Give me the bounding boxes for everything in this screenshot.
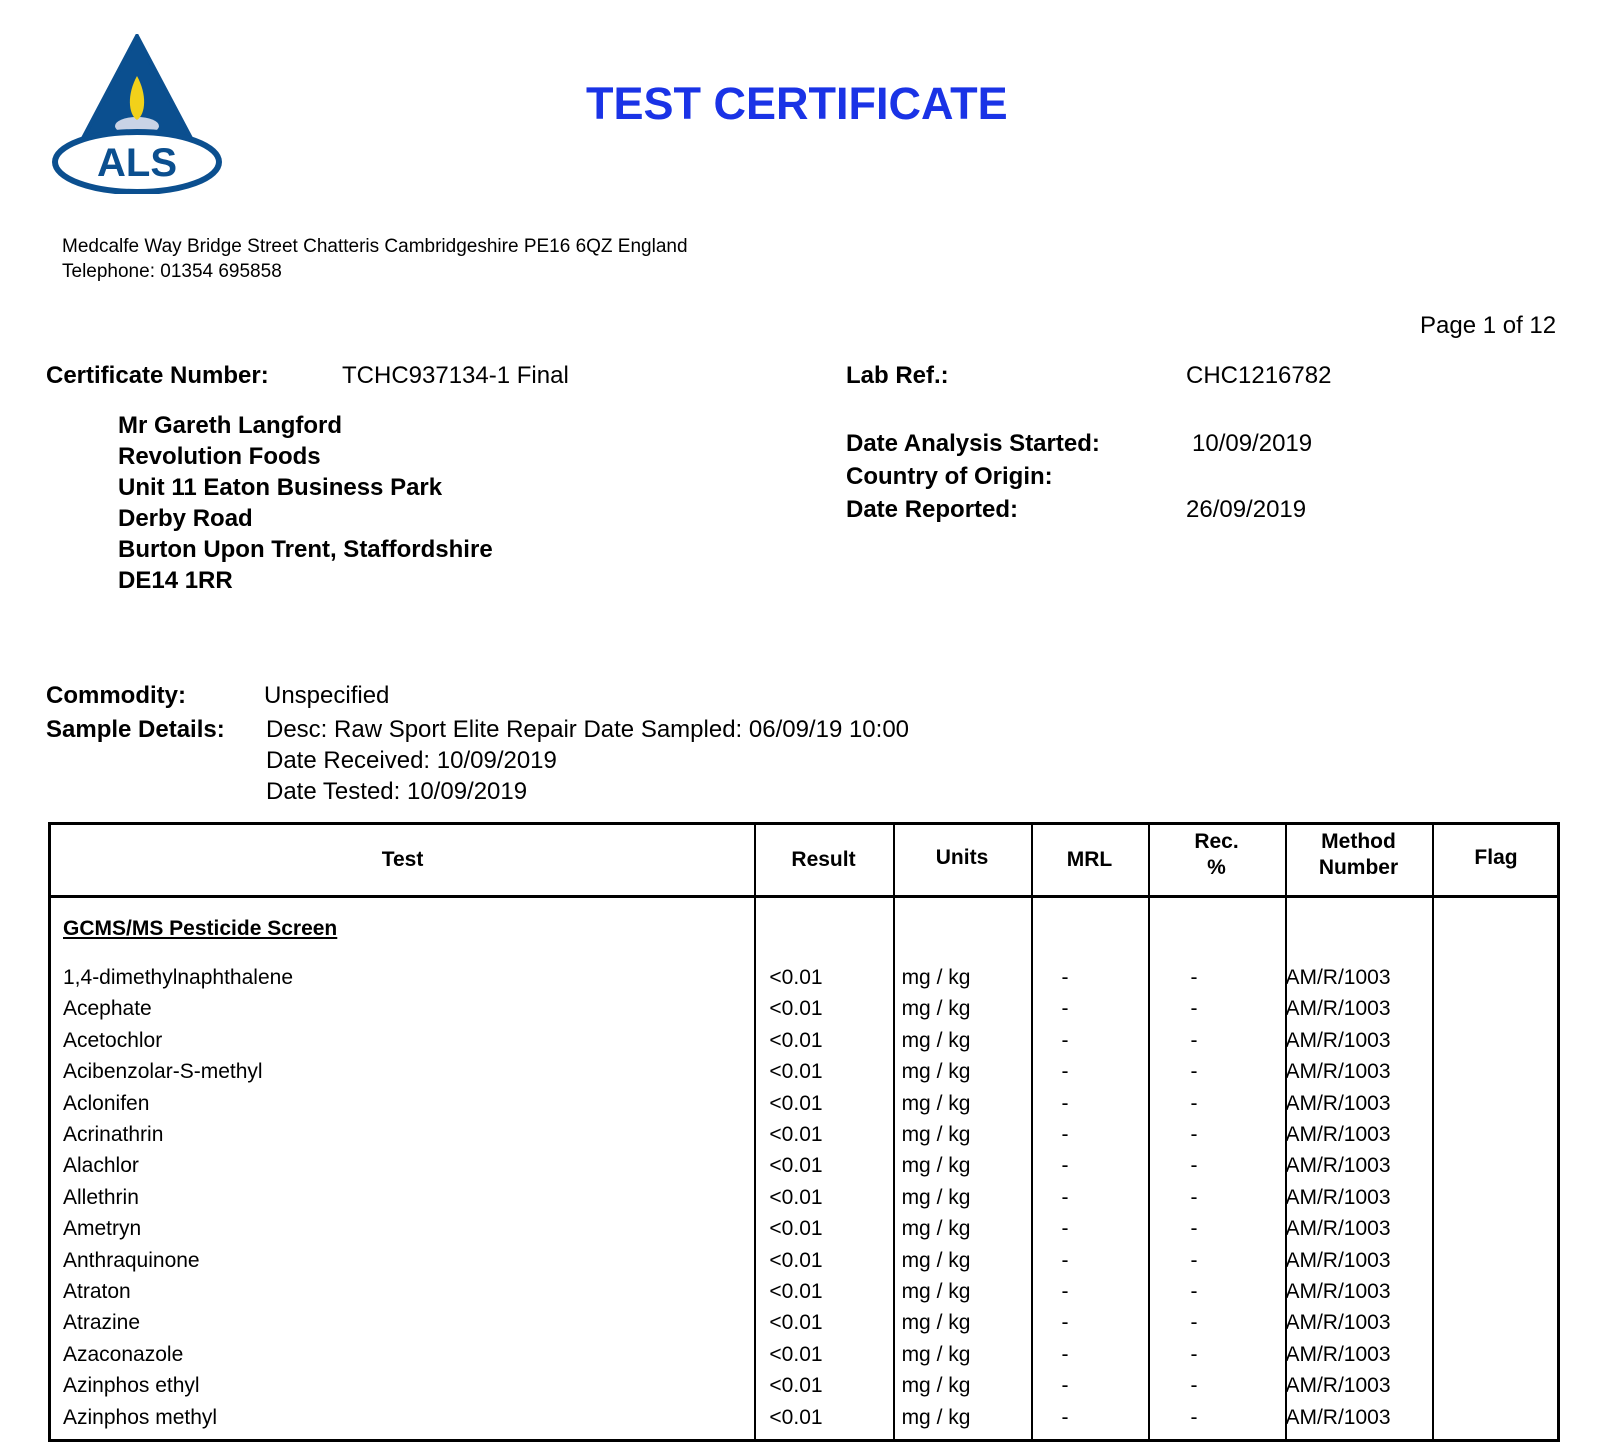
cell-units: mg / kg	[901, 1091, 971, 1115]
header-flag: Flag	[1474, 846, 1518, 869]
cell-method: AM/R/1003	[1285, 966, 1391, 989]
header-divider	[51, 895, 1557, 898]
cell-rec: -	[1190, 1091, 1198, 1115]
cell-result: <0.01	[769, 1248, 823, 1272]
cell-test: Acephate	[63, 997, 152, 1021]
cell-mrl: -	[1061, 966, 1069, 989]
cell-rec: -	[1190, 1028, 1198, 1052]
cell-result: <0.01	[769, 1154, 823, 1178]
cell-method: AM/R/1003	[1285, 1374, 1391, 1398]
cell-mrl: -	[1061, 1374, 1069, 1398]
cell-units: mg / kg	[901, 1405, 971, 1429]
header-units: Units	[935, 846, 989, 869]
cell-rec: -	[1190, 997, 1198, 1021]
table-row	[51, 1374, 1557, 1405]
sample-details-label: Sample Details:	[46, 716, 225, 743]
table-row	[51, 1217, 1557, 1248]
cell-rec: -	[1190, 1123, 1198, 1146]
country-of-origin-label: Country of Origin:	[846, 463, 1053, 490]
cell-mrl: -	[1061, 1217, 1069, 1241]
cell-units: mg / kg	[901, 1217, 971, 1241]
cell-mrl: -	[1061, 1028, 1069, 1052]
cell-result: <0.01	[769, 1028, 823, 1052]
cell-units: mg / kg	[901, 1280, 971, 1303]
cell-units: mg / kg	[901, 1060, 971, 1084]
table-row	[51, 1029, 1557, 1060]
cell-units: mg / kg	[901, 1154, 971, 1178]
cell-mrl: -	[1061, 1248, 1069, 1272]
table-row	[51, 997, 1557, 1028]
cell-result: <0.01	[769, 1091, 823, 1115]
cell-mrl: -	[1061, 1154, 1069, 1178]
document-title: TEST CERTIFICATE	[586, 78, 1008, 129]
cell-test: Azaconazole	[63, 1342, 184, 1366]
svg-text:ALS: ALS	[97, 141, 177, 185]
customer-name: Mr Gareth Langford	[118, 412, 343, 439]
cell-units: mg / kg	[901, 1374, 971, 1398]
cell-rec: -	[1190, 1311, 1198, 1335]
cell-units: mg / kg	[901, 966, 971, 989]
cell-result: <0.01	[769, 1123, 823, 1146]
table-row	[51, 966, 1557, 997]
cell-rec: -	[1190, 1342, 1198, 1366]
cell-units: mg / kg	[901, 1028, 971, 1052]
cell-result: <0.01	[769, 1342, 823, 1366]
header-result: Result	[791, 848, 856, 871]
cell-method: AM/R/1003	[1285, 997, 1391, 1021]
date-received: Date Received: 10/09/2019	[266, 747, 557, 774]
cell-mrl: -	[1061, 997, 1069, 1021]
cell-result: <0.01	[769, 1280, 823, 1303]
table-row	[51, 1060, 1557, 1091]
sample-description: Desc: Raw Sport Elite Repair Date Sampled: 06/09/19 10:00	[266, 716, 910, 743]
cell-units: mg / kg	[901, 1342, 971, 1366]
customer-address-line: Unit 11 Eaton Business Park	[118, 474, 443, 501]
cell-rec: -	[1190, 1154, 1198, 1178]
cell-mrl: -	[1061, 1123, 1069, 1146]
date-tested: Date Tested: 10/09/2019	[266, 778, 528, 805]
cell-units: mg / kg	[901, 1311, 971, 1335]
cell-test: Atraton	[63, 1280, 131, 1303]
cell-result: <0.01	[769, 1311, 823, 1335]
cell-units: mg / kg	[901, 1123, 971, 1146]
cell-mrl: -	[1061, 1280, 1069, 1303]
cell-mrl: -	[1061, 1060, 1069, 1084]
cell-test: Ametryn	[63, 1217, 142, 1241]
cell-result: <0.01	[769, 1185, 823, 1209]
cell-units: mg / kg	[901, 997, 971, 1021]
cell-mrl: -	[1061, 1405, 1069, 1429]
table-row	[51, 1280, 1557, 1311]
cell-rec: -	[1190, 966, 1198, 989]
commodity-value: Unspecified	[264, 682, 390, 709]
cell-method: AM/R/1003	[1285, 1028, 1391, 1052]
cell-result: <0.01	[769, 1374, 823, 1398]
cell-method: AM/R/1003	[1285, 1217, 1391, 1241]
cell-method: AM/R/1003	[1285, 1091, 1391, 1115]
cell-result: <0.01	[769, 1217, 823, 1241]
cell-method: AM/R/1003	[1285, 1405, 1391, 1429]
cell-test: Acibenzolar-S-methyl	[63, 1060, 263, 1084]
cell-method: AM/R/1003	[1285, 1123, 1391, 1146]
table-row	[51, 1123, 1557, 1154]
cell-rec: -	[1190, 1060, 1198, 1084]
cell-rec: -	[1190, 1185, 1198, 1209]
table-row	[51, 1249, 1557, 1280]
table-row	[51, 1406, 1557, 1437]
customer-address-line: Burton Upon Trent, Staffordshire	[118, 536, 493, 563]
customer-address-line: Derby Road	[118, 505, 253, 532]
lab-telephone: Telephone: 01354 695858	[62, 261, 282, 282]
cell-units: mg / kg	[901, 1185, 971, 1209]
cell-test: Acetochlor	[63, 1028, 163, 1052]
cell-method: AM/R/1003	[1285, 1154, 1391, 1178]
date-analysis-started-value: 10/09/2019	[1192, 430, 1313, 457]
cell-result: <0.01	[769, 997, 823, 1021]
header-test: Test	[381, 848, 424, 871]
page-number: Page 1 of 12	[1420, 312, 1557, 339]
cell-method: AM/R/1003	[1285, 1342, 1391, 1366]
cell-result: <0.01	[769, 966, 823, 989]
table-row	[51, 1154, 1557, 1185]
cell-rec: -	[1190, 1280, 1198, 1303]
cell-units: mg / kg	[901, 1248, 971, 1272]
cell-method: AM/R/1003	[1285, 1311, 1391, 1335]
customer-postcode: DE14 1RR	[118, 567, 233, 594]
lab-ref-value: CHC1216782	[1186, 362, 1332, 389]
cell-rec: -	[1190, 1217, 1198, 1241]
cell-method: AM/R/1003	[1285, 1280, 1391, 1303]
table-row	[51, 1343, 1557, 1374]
lab-ref-label: Lab Ref.:	[846, 362, 949, 389]
header-method-number: Method Number	[1318, 830, 1399, 879]
header-mrl: MRL	[1066, 848, 1113, 871]
cell-mrl: -	[1061, 1342, 1069, 1366]
cell-method: AM/R/1003	[1285, 1248, 1391, 1272]
table-row	[51, 1092, 1557, 1123]
cell-rec: -	[1190, 1374, 1198, 1398]
customer-company: Revolution Foods	[118, 443, 321, 470]
cell-test: Anthraquinone	[63, 1248, 200, 1272]
results-table	[48, 822, 1560, 1442]
cell-test: Acrinathrin	[63, 1123, 164, 1146]
cell-mrl: -	[1061, 1091, 1069, 1115]
cell-rec: -	[1190, 1405, 1198, 1429]
table-row	[51, 1311, 1557, 1342]
cell-method: AM/R/1003	[1285, 1185, 1391, 1209]
cell-test: Azinphos methyl	[63, 1405, 218, 1429]
cell-test: Alachlor	[63, 1154, 139, 1178]
cell-result: <0.01	[769, 1060, 823, 1084]
lab-address: Medcalfe Way Bridge Street Chatteris Cambridgeshire PE16 6QZ England	[62, 236, 688, 257]
commodity-label: Commodity:	[46, 682, 186, 709]
date-analysis-started-label: Date Analysis Started:	[846, 430, 1100, 457]
cell-test: Atrazine	[63, 1311, 141, 1335]
cell-result: <0.01	[769, 1405, 823, 1429]
cell-rec: -	[1190, 1248, 1198, 1272]
cell-test: 1,4-dimethylnaphthalene	[63, 966, 293, 989]
cell-test: Aclonifen	[63, 1091, 150, 1115]
certificate-number-label: Certificate Number:	[46, 362, 269, 389]
cell-method: AM/R/1003	[1285, 1060, 1391, 1084]
date-reported-label: Date Reported:	[846, 496, 1019, 523]
table-row	[51, 1186, 1557, 1217]
certificate-number-value: TCHC937134-1 Final	[342, 362, 569, 389]
cell-mrl: -	[1061, 1311, 1069, 1335]
als-logo	[52, 34, 222, 194]
section-title: GCMS/MS Pesticide Screen	[63, 917, 338, 940]
date-reported-value: 26/09/2019	[1186, 496, 1307, 523]
header-rec: Rec. %	[1194, 830, 1239, 879]
cell-mrl: -	[1061, 1185, 1069, 1209]
cell-test: Allethrin	[63, 1185, 139, 1209]
cell-test: Azinphos ethyl	[63, 1374, 200, 1398]
